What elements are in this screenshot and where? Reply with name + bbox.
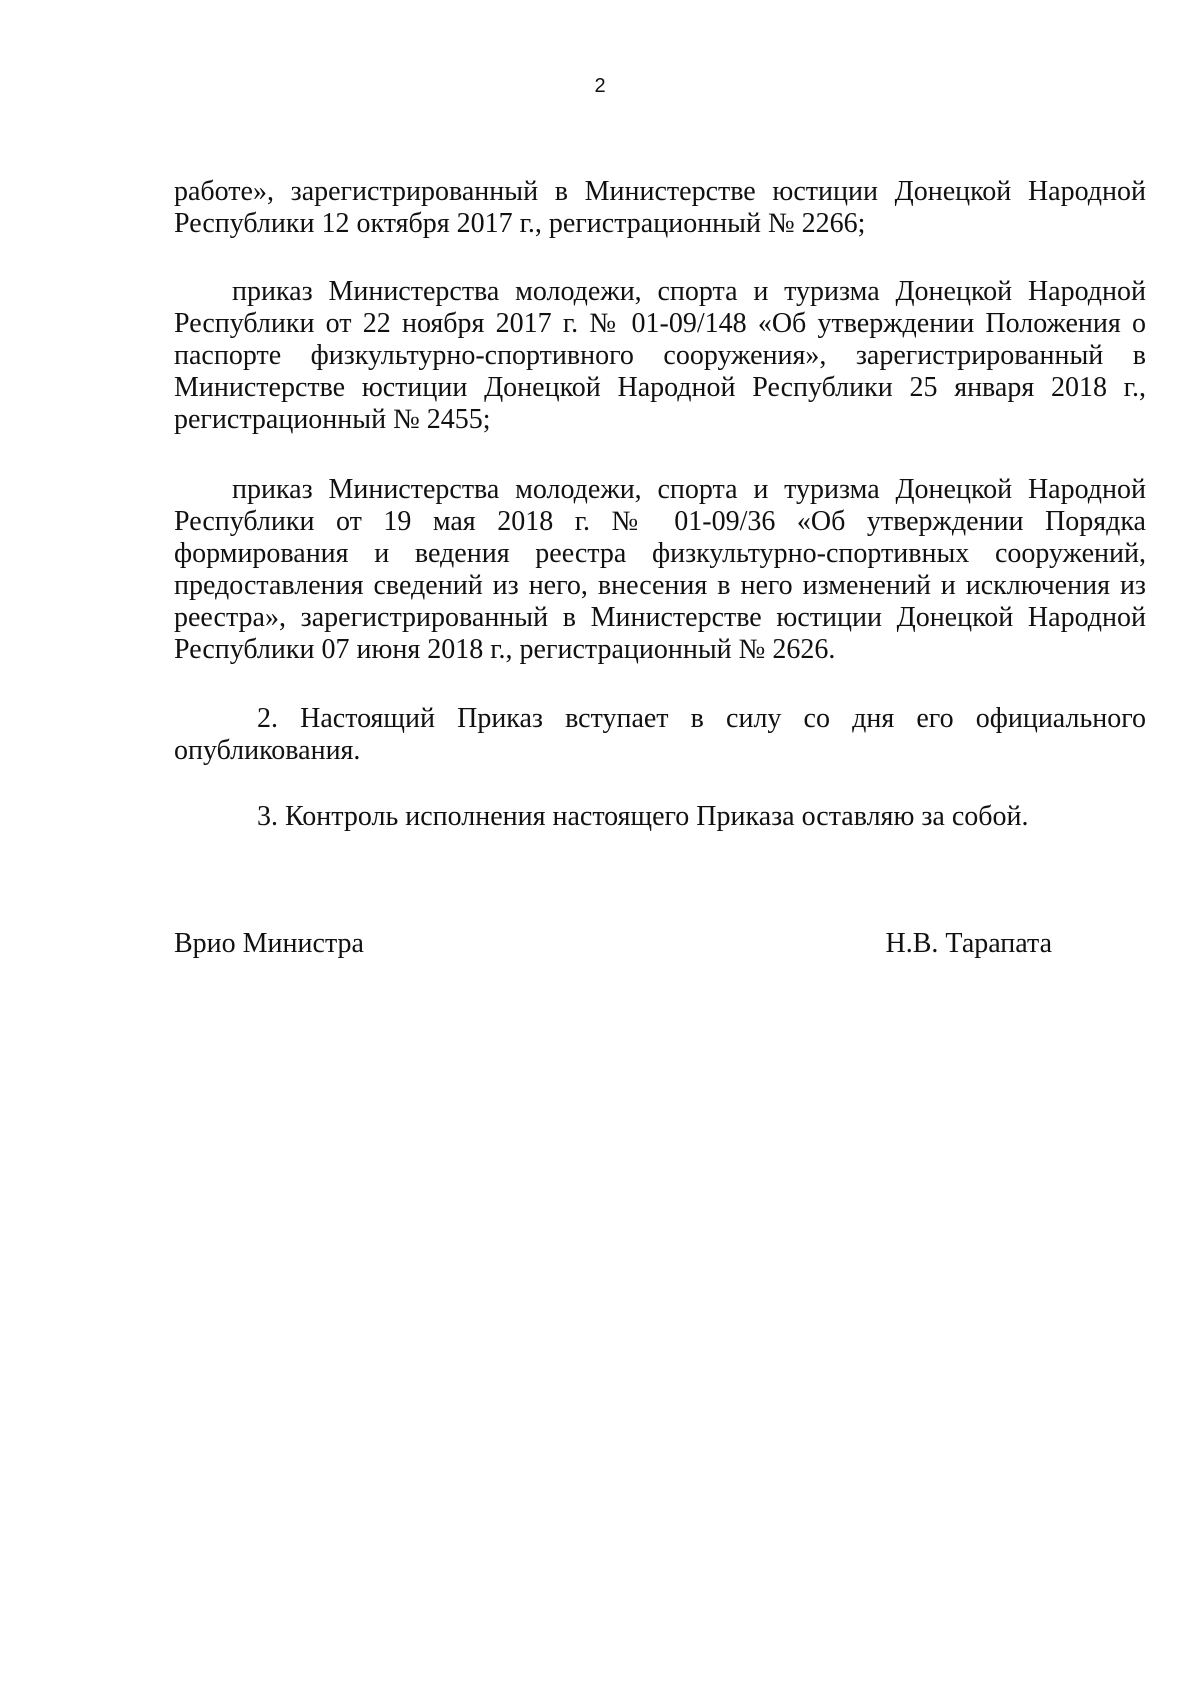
signatory-name: Н.В. Тарапата	[885, 928, 1052, 959]
paragraph-item-3-control: 3. Контроль исполнения настоящего Приказа оставляю за собой.	[257, 801, 1029, 832]
paragraph-order-passport: приказ Министерства молодежи, спорта и туризма Донецкой Народной Республики от 22 ноября 2017 г. № 01-09/148 «Об утверждении Положения о паспорте физкультурно-спортивного сооружения», зарегистрированный в Министерстве юстиции Донецкой Народной Республики 25 января 2018 г., регистрационный № 2455;	[174, 276, 1146, 435]
paragraph-item-2-effective-date: 2. Настоящий Приказ вступает в силу со дня его официального опубликования.	[174, 703, 1146, 766]
paragraph-registration-2266: работе», зарегистрированный в Министерстве юстиции Донецкой Народной Республики 12 октября 2017 г., регистрационный № 2266;	[174, 176, 1146, 239]
page-number: 2	[594, 75, 606, 97]
signatory-title: Врио Министра	[174, 928, 364, 959]
paragraph-order-registry: приказ Министерства молодежи, спорта и туризма Донецкой Народной Республики от 19 мая 2018 г. № 01-09/36 «Об утверждении Порядка формирования и ведения реестра физкультурно-спортивных сооружений, предоставления сведений из него, внесения в него изменений и исключения из реестра», зарегистрированный в Министерстве юстиции Донецкой Народной Республики 07 июня 2018 г., регистрационный № 2626.	[174, 474, 1146, 665]
